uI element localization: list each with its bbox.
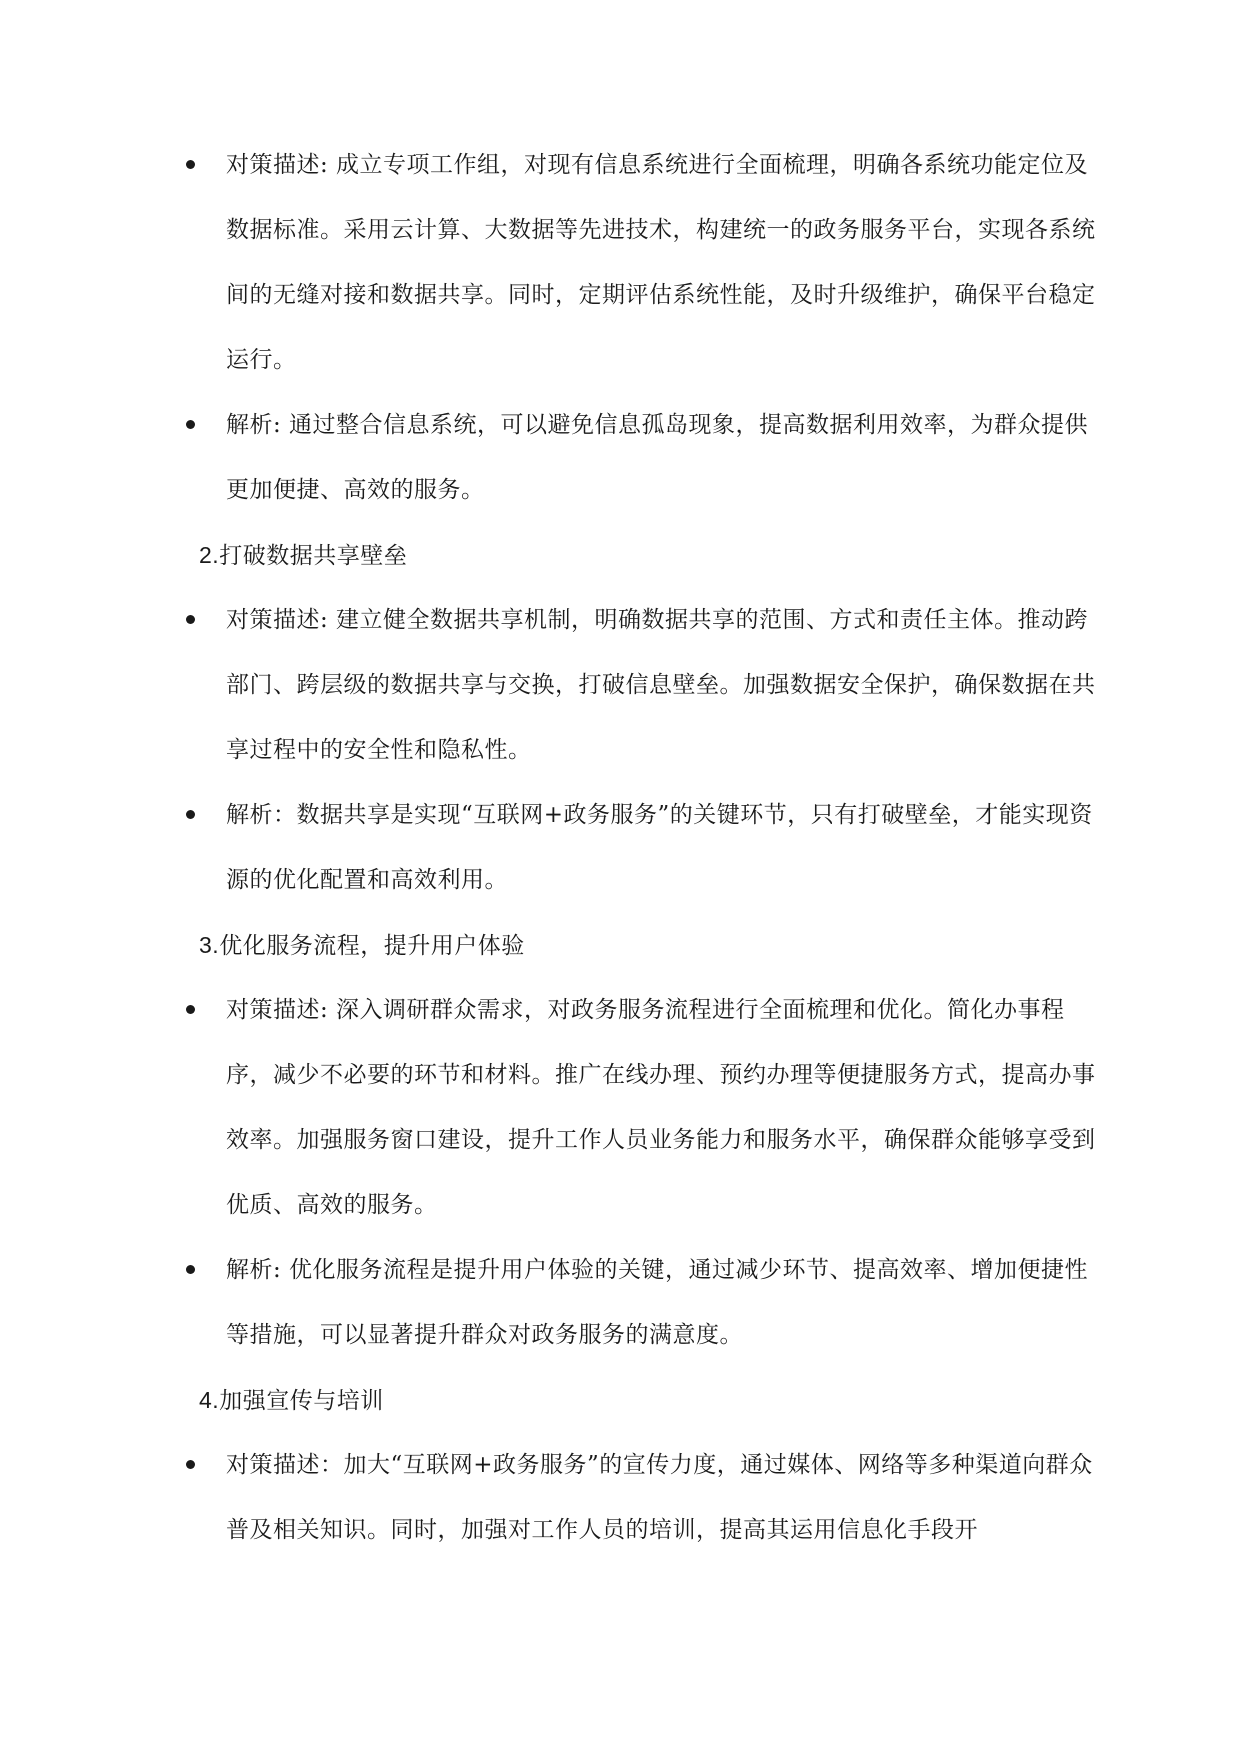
bullet-text: 解析：数据共享是实现“互联网+政务服务”的关键环节，只有打破壁垒，才能实现资源的优化配置和高效利用。 <box>226 802 1093 893</box>
bullet-item <box>0 978 1241 1238</box>
bullet-text: 解析: 通过整合信息系统，可以避免信息孤岛现象，提高数据利用效率，为群众提供更加便捷、高效的服务。 <box>226 412 1089 503</box>
bullet-item <box>0 783 1241 913</box>
bullet-dot-icon <box>186 420 195 429</box>
bullet-item <box>0 1238 1241 1368</box>
bullet-text: 对策描述: 成立专项工作组，对现有信息系统进行全面梳理，明确各系统功能定位及数据标准。采用云计算、大数据等先进技术，构建统一的政务服务平台，实现各系统间的无缝对接和数据共享。同时，定期评估系统性能，及时升级维护，确保平台稳定运行。 <box>226 152 1096 373</box>
section-title: 优化服务流程，提升用户体验 <box>219 933 525 959</box>
section-title: 打破数据共享壁垒 <box>219 543 408 569</box>
bullet-item <box>0 1433 1241 1563</box>
section-title: 加强宣传与培训 <box>219 1388 384 1414</box>
bullet-text: 对策描述: 建立健全数据共享机制，明确数据共享的范围、方式和责任主体。推动跨部门、跨层级的数据共享与交换，打破信息壁垒。加强数据安全保护，确保数据在共享过程中的安全性和隐私性。 <box>226 607 1096 763</box>
section-heading <box>199 913 525 979</box>
section-heading <box>199 523 407 589</box>
bullet-item <box>0 393 1241 523</box>
section-heading <box>199 1368 384 1434</box>
bullet-dot-icon <box>186 1265 195 1274</box>
bullet-text: 解析: 优化服务流程是提升用户体验的关键，通过减少环节、提高效率、增加便捷性等措施，可以显著提升群众对政务服务的满意度。 <box>226 1257 1089 1348</box>
bullet-dot-icon <box>186 160 195 169</box>
bullet-dot-icon <box>186 1005 195 1014</box>
bullet-text: 对策描述：加大“互联网+政务服务”的宣传力度，通过媒体、网络等多种渠道向群众普及相关知识。同时，加强对工作人员的培训，提高其运用信息化手段开 <box>226 1452 1093 1543</box>
section-number: 2. <box>199 542 220 568</box>
bullet-item <box>0 133 1241 393</box>
bullet-text: 对策描述: 深入调研群众需求，对政务服务流程进行全面梳理和优化。简化办事程序，减少不必要的环节和材料。推广在线办理、预约办理等便捷服务方式，提高办事效率。加强服务窗口建设，提升工作人员业务能力和服务水平，确保群众能够享受到优质、高效的服务。 <box>226 997 1096 1218</box>
bullet-dot-icon <box>186 810 195 819</box>
section-number: 4. <box>199 1387 220 1413</box>
section-number: 3. <box>199 932 220 958</box>
bullet-dot-icon <box>186 615 195 624</box>
bullet-dot-icon <box>186 1460 195 1469</box>
bullet-item <box>0 588 1241 783</box>
